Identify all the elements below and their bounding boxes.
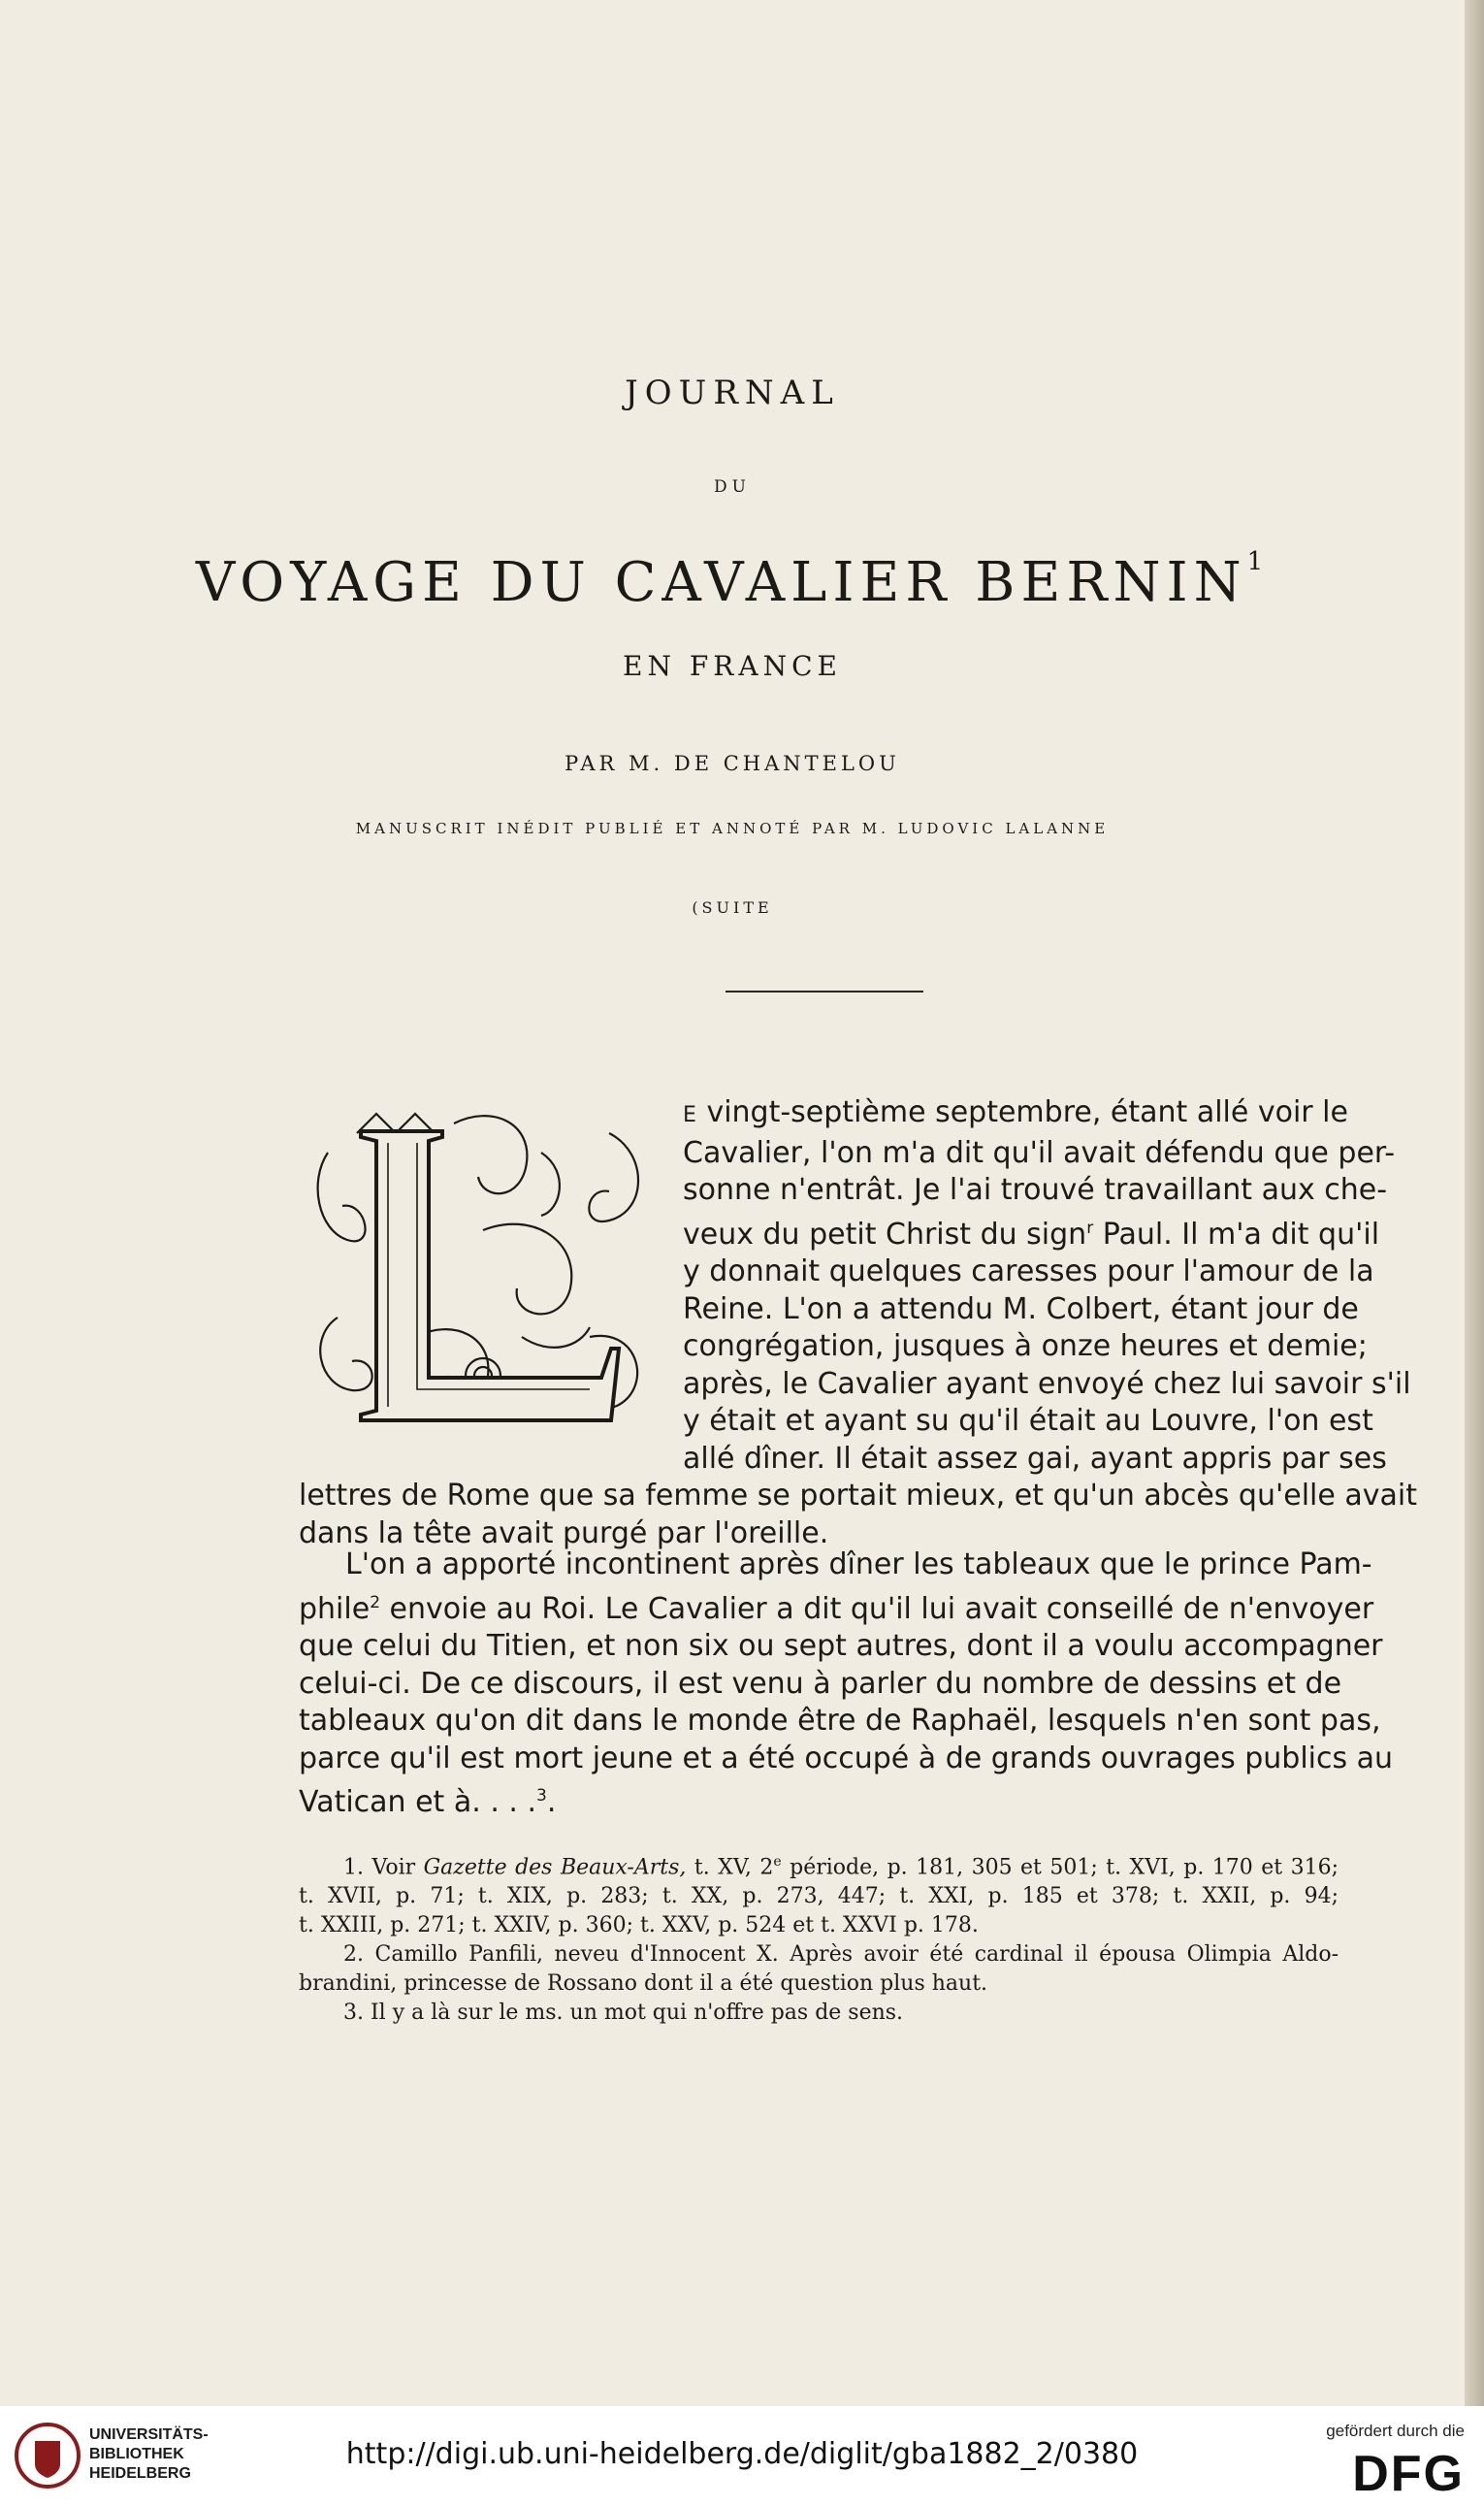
text-line [299, 1094, 1348, 1135]
funding-note: gefördert durch die [1326, 2422, 1465, 2440]
divider-rule [726, 991, 923, 993]
text-line: sonne n'entrât. Je l'ai trouvé travaillant aux che- [683, 1173, 1388, 1207]
heading-author: PAR M. DE CHANTELOU [565, 752, 900, 775]
text-line: celui-ci. De ce discours, il est venu à parler du nombre de dessins et de [299, 1666, 1342, 1701]
text-line: congrégation, jusques à onze heures et demie; [683, 1329, 1368, 1363]
superscript: 2 [370, 1592, 381, 1612]
dropcap-letter: L [299, 1094, 300, 1095]
text-line: dans la tête avait purgé par l'oreille. [299, 1515, 829, 1550]
journal-title: Gazette des Beaux-Arts, [423, 1855, 687, 1880]
text-line: parce qu'il est mort jeune et a été occupé à de grands ouvrages publics au [299, 1741, 1394, 1775]
footnote-line: 3. Il y a là sur le ms. un mot qui n'offre pas de sens. [343, 2001, 904, 2026]
text-span: . [546, 1785, 557, 1819]
small-cap: E [683, 1103, 697, 1127]
footnotes [299, 1847, 1339, 2028]
paragraph-2 [299, 1546, 1394, 1822]
text-line: L'on a apporté incontinent après dîner les tableaux que le prince Pam- [345, 1547, 1372, 1581]
heading-voyage [0, 547, 1465, 614]
heading-editor: MANUSCRIT INÉDIT PUBLIÉ ET ANNOTÉ PAR M. LUDOVIC LALANNE [355, 820, 1110, 837]
text-span: 1. Voir [343, 1855, 424, 1880]
text-span: envoie au Roi. Le Cavalier a dit qu'il lui avait conseillé de n'envoyer [380, 1591, 1374, 1626]
text-span: veux du petit Christ du sign [683, 1217, 1087, 1252]
footer-bar [0, 2406, 1484, 2506]
source-url-link[interactable]: http://digi.ub.uni-heidelberg.de/diglit/gba1882_2/0380 [345, 2437, 1139, 2471]
footnote-line: 2. Camillo Panfili, neveu d'Innocent X. Après avoir été cardinal il épousa Olimpia Aldo- [343, 1942, 1339, 1968]
text-span: phile [299, 1591, 371, 1626]
heading-en-france: EN FRANCE [623, 650, 842, 682]
footnote-line: brandini, princesse de Rossano dont il a été question plus haut. [299, 1971, 988, 1997]
superscript: 3 [536, 1786, 547, 1806]
text-span: vingt-septième septembre, étant allé voir le [696, 1095, 1348, 1129]
text-line: Cavalier, l'on m'a dit qu'il avait défendu que per- [683, 1135, 1396, 1170]
footnote-line: t. XVII, p. 71; t. XIX, p. 283; t. XX, p. 273, 447; t. XXI, p. 185 et 378; t. XXII, p. 94; [299, 1884, 1339, 1909]
text-span: Vatican et à. . . . [299, 1785, 536, 1819]
dfg-logo: DFG [1352, 2446, 1465, 2502]
footnote-line: t. XXIII, p. 271; t. XXIV, p. 360; t. XXV, p. 524 et t. XXVI p. 178. [299, 1913, 979, 1938]
institution-line: UNIVERSITÄTS- [89, 2426, 209, 2443]
heading-suite: (SUITE [692, 898, 773, 917]
text-line [299, 1777, 1339, 1822]
footnote-ref-1: 1 [1246, 547, 1270, 576]
footnote-line [299, 1847, 1339, 1882]
text-line: que celui du Titien, et non six ou sept autres, dont il a voulu accompagner [299, 1629, 1383, 1663]
book-spine-edge [1465, 0, 1484, 2406]
text-span: t. XV, 2 [686, 1855, 774, 1880]
text-line: allé dîner. Il était assez gai, ayant appris par ses [683, 1441, 1387, 1476]
heading-voyage-text: VOYAGE DU CAVALIER BERNIN [195, 551, 1247, 614]
text-line: Reine. L'on a attendu M. Colbert, étant jour de [683, 1291, 1359, 1326]
superscript: e [773, 1854, 782, 1870]
heading-du: DU [714, 477, 751, 497]
superscript: r [1086, 1218, 1094, 1238]
institution-line: BIBLIOTHEK [89, 2446, 184, 2462]
text-span: période, p. 181, 305 et 501; t. XVI, p. 170 et 316; [781, 1855, 1339, 1880]
paragraph-1 [299, 1094, 1417, 1552]
text-span: Paul. Il m'a dit qu'il [1093, 1217, 1380, 1252]
heading-journal: JOURNAL [625, 374, 840, 412]
text-line [299, 1210, 1380, 1254]
institution-line: HEIDELBERG [89, 2465, 191, 2482]
text-line: y était et ayant su qu'il était au Louvre, l'on est [683, 1404, 1373, 1438]
text-line: y donnait quelques caresses pour l'amour de la [683, 1254, 1374, 1288]
text-line: après, le Cavalier ayant envoyé chez lui savoir s'il [683, 1366, 1411, 1401]
text-line: lettres de Rome que sa femme se portait mieux, et qu'un abcès qu'elle avait [299, 1479, 1417, 1513]
text-line [299, 1584, 1374, 1629]
text-line: tableaux qu'on dit dans le monde être de Raphaël, lesquels n'en sont pas, [299, 1704, 1381, 1738]
